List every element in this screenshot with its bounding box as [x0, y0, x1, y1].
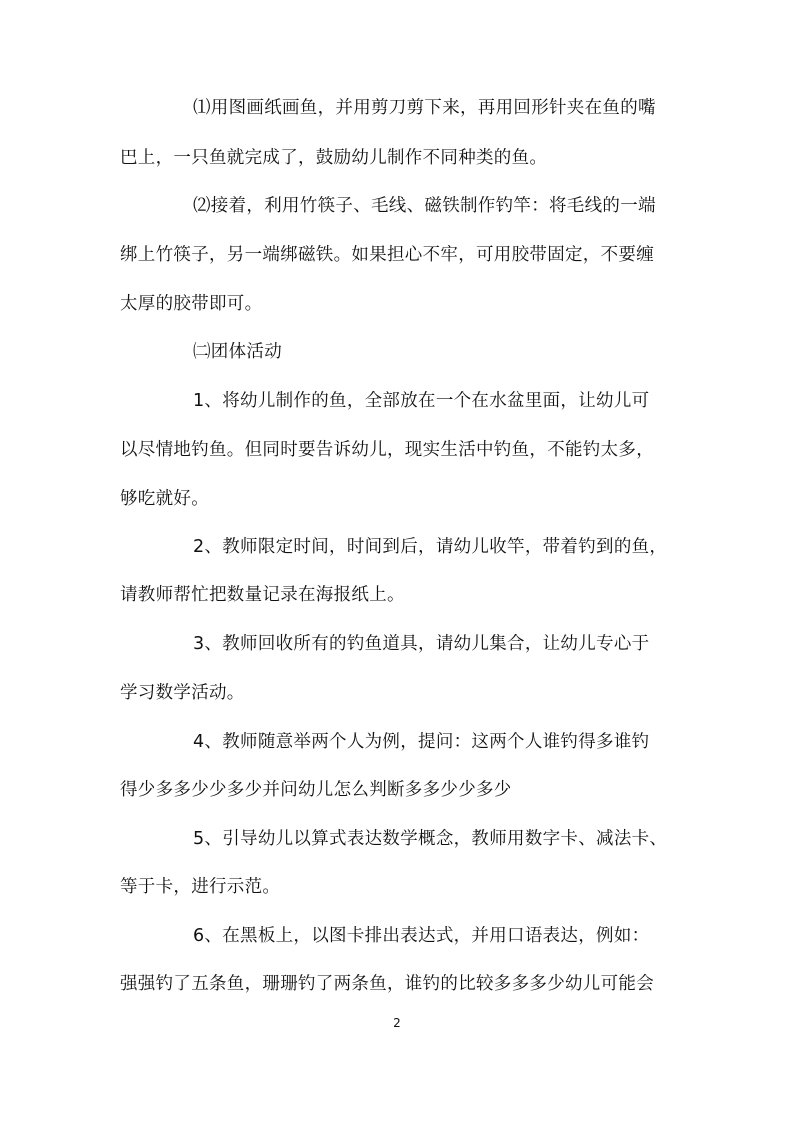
paragraph-5-line-1: 2、教师限定时间，时间到后，请幼儿收竿，带着钓到的鱼，: [193, 537, 668, 557]
paragraph-2-line-3: 太厚的胶带即可。: [120, 294, 263, 314]
paragraph-8-line-2: 等于卡，进行示范。: [120, 877, 281, 897]
section-heading: ㈡团体活动: [193, 342, 282, 362]
paragraph-9-line-1: 6、在黑板上，以图卡排出表达式，并用口语表达，例如：: [193, 926, 650, 946]
paragraph-4-line-2: 以尽情地钓鱼。但同时要告诉幼儿，现实生活中钓鱼，不能钓太多，: [120, 440, 654, 460]
paragraph-8-line-1: 5、引导幼儿以算式表达数学概念，教师用数字卡、减法卡、: [193, 829, 668, 849]
page-number: 2: [393, 1016, 401, 1030]
paragraph-7-line-1: 4、教师随意举两个人为例，提问：这两个人谁钓得多谁钓: [193, 732, 650, 752]
paragraph-4-line-1: 1、将幼儿制作的鱼，全部放在一个在水盆里面，让幼儿可: [193, 391, 650, 411]
paragraph-6-line-1: 3、教师回收所有的钓鱼道具，请幼儿集合，让幼儿专心于: [193, 634, 650, 654]
paragraph-7-line-2: 得少多多少少多少并问幼儿怎么判断多多少少多少: [120, 780, 512, 800]
paragraph-1-line-1: ⑴用图画纸画鱼，并用剪刀剪下来，再用回形针夹在鱼的嘴: [193, 98, 656, 118]
paragraph-6-line-2: 学习数学活动。: [120, 683, 245, 703]
paragraph-4-line-3: 够吃就好。: [120, 489, 209, 509]
paragraph-2-line-1: ⑵接着，利用竹筷子、毛线、磁铁制作钓竿：将毛线的一端: [193, 196, 656, 216]
paragraph-1-line-2: 巴上，一只鱼就完成了，鼓励幼儿制作不同种类的鱼。: [120, 148, 548, 168]
paragraph-9-line-2: 强强钓了五条鱼，珊珊钓了两条鱼，谁钓的比较多多多少幼儿可能会: [120, 974, 654, 994]
paragraph-2-line-2: 绑上竹筷子，另一端绑磁铁。如果担心不牢，可用胶带固定，不要缠: [120, 245, 654, 265]
paragraph-5-line-2: 请教师帮忙把数量记录在海报纸上。: [120, 585, 405, 605]
